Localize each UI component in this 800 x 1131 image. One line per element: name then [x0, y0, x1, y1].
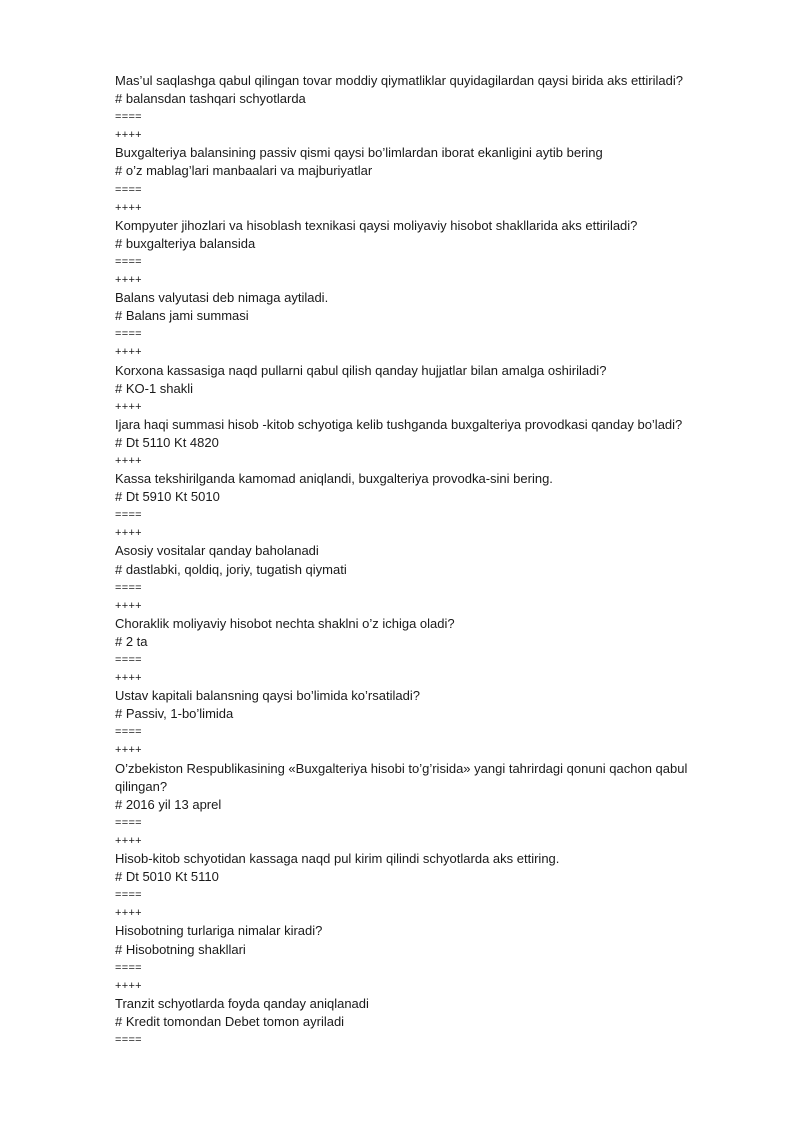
separator-line: ++++: [115, 907, 142, 920]
question-text: Choraklik moliyaviy hisobot nechta shaklni o’z ichiga oladi?: [115, 615, 455, 631]
answer-text: # Dt 5910 Kt 5010: [115, 489, 220, 505]
question-text: Kompyuter jihozlari va hisoblash texnikasi qaysi moliyaviy hisobot shakllarida aks ettiriladi?: [115, 217, 638, 233]
separator-line: ++++: [115, 527, 142, 540]
answer-text: # 2 ta: [115, 633, 148, 649]
question-text: Tranzit schyotlarda foyda qanday aniqlanadi: [115, 995, 369, 1011]
separator-line: ++++: [115, 400, 142, 413]
separator-line: ====: [115, 581, 142, 594]
separator-line: ++++: [115, 274, 142, 287]
separator-line: ++++: [115, 201, 142, 214]
answer-text: # Balans jami summasi: [115, 308, 249, 324]
separator-line: ====: [115, 654, 142, 666]
separator-line: ====: [115, 1033, 142, 1046]
question-text: Mas’ul saqlashga qabul qilingan tovar moddiy qiymatliklar quyidagilardan qaysi birida aks ettiriladi?: [115, 73, 683, 88]
question-text: Ustav kapitali balansning qaysi bo’limida ko’rsatiladi?: [115, 688, 420, 704]
question-text: Kassa tekshirilganda kamomad aniqlandi, buxgalteriya provodka-sini bering.: [115, 471, 553, 487]
answer-text: # Kredit tomondan Debet tomon ayriladi: [115, 1013, 345, 1029]
answer-text: # Dt 5010 Kt 5110: [115, 869, 219, 885]
separator-line: ++++: [115, 346, 142, 359]
answer-text: # o’z mablag’lari manbaalari va majburiyatlar: [115, 163, 373, 179]
question-text: O’zbekiston Respublikasining «Buxgalteriya hisobi to’g’risida» yangi tahrirdagi qonuni qachon qabul qilingan?: [115, 760, 688, 794]
question-text: Hisobotning turlariga nimalar kiradi?: [115, 923, 323, 939]
separator-line: ====: [115, 328, 142, 341]
separator-line: ====: [115, 889, 142, 902]
separator-line: ====: [115, 726, 142, 739]
separator-line: ====: [115, 255, 142, 268]
separator-line: ++++: [115, 834, 142, 847]
document-page: [115, 72, 725, 1049]
answer-text: # dastlabki, qoldiq, joriy, tugatish qiymati: [115, 561, 347, 577]
separator-line: ++++: [115, 672, 142, 685]
separator-line: ====: [115, 816, 142, 829]
answer-text: # balansdan tashqari schyotlarda: [115, 91, 306, 107]
question-text: Buxgalteriya balansining passiv qismi qaysi bo’limlardan iborat ekanligini aytib bering: [115, 145, 603, 161]
answer-text: # Hisobotning shakllari: [115, 941, 246, 957]
answer-text: # Dt 5110 Kt 4820: [115, 434, 219, 450]
answer-text: # KO-1 shakli: [115, 380, 194, 396]
separator-line: ++++: [115, 599, 142, 612]
separator-line: ++++: [115, 454, 142, 467]
question-text: Korxona kassasiga naqd pullarni qabul qilish qanday hujjatlar bilan amalga oshiriladi?: [115, 362, 607, 378]
separator-line: ====: [115, 509, 142, 522]
answer-text: # 2016 yil 13 aprel: [115, 796, 222, 812]
answer-text: # Passiv, 1-bo’limida: [115, 706, 234, 722]
answer-text: # buxgalteriya balansida: [115, 235, 256, 251]
question-text: Ijara haqi summasi hisob -kitob schyotiga kelib tushganda buxgalteriya provodkasi qanday bo’ladi?: [115, 416, 683, 432]
separator-line: ====: [115, 183, 142, 196]
separator-line: ++++: [115, 744, 142, 757]
separator-line: ++++: [115, 129, 142, 142]
separator-line: ====: [115, 961, 142, 974]
separator-line: ====: [115, 111, 142, 124]
question-text: Hisob-kitob schyotidan kassaga naqd pul kirim qilindi schyotlarda aks ettiring.: [115, 851, 560, 867]
separator-line: ++++: [115, 979, 142, 992]
question-text: Asosiy vositalar qanday baholanadi: [115, 543, 319, 559]
question-text: Balans valyutasi deb nimaga aytiladi.: [115, 290, 329, 306]
